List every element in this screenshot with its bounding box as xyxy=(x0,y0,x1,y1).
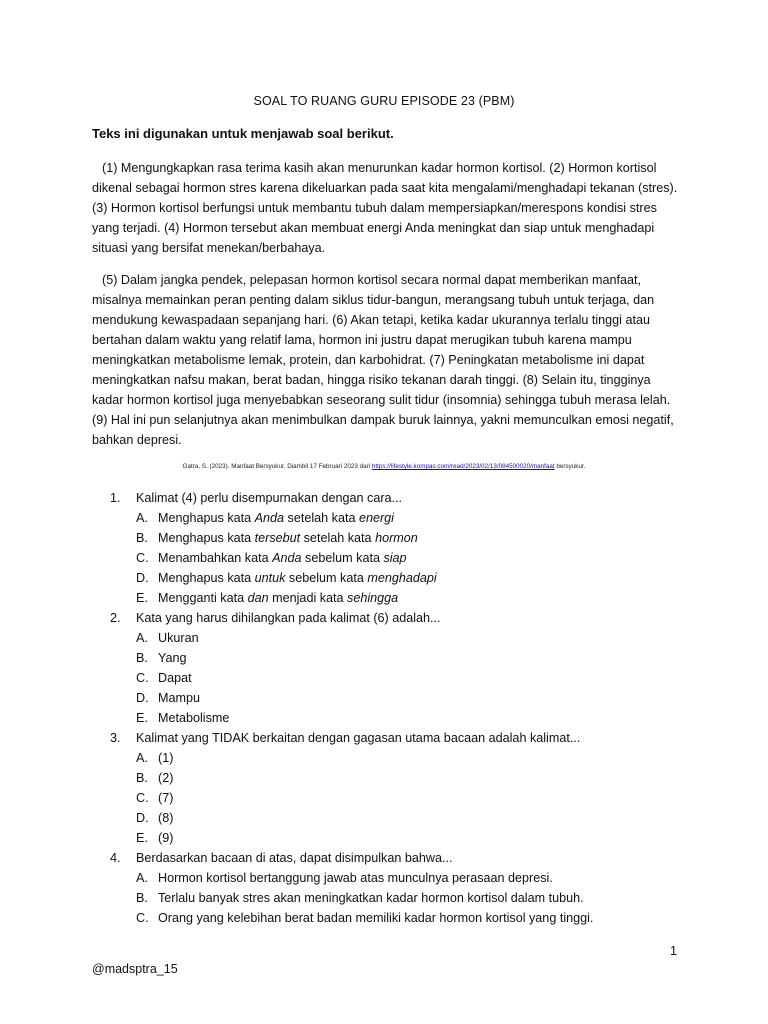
answer-option xyxy=(110,688,680,708)
option-letter: B. xyxy=(136,651,148,665)
option-text xyxy=(158,688,200,708)
question-text: Kata yang harus dihilangkan pada kalimat (6) adalah... xyxy=(136,611,441,625)
question-text: Kalimat (4) perlu disempurnakan dengan cara... xyxy=(136,491,403,505)
option-letter: E. xyxy=(136,591,148,605)
source-citation xyxy=(0,463,768,470)
option-segment: Menghapus kata xyxy=(158,571,255,585)
page-number: 1 xyxy=(670,944,677,958)
question-text: Kalimat yang TIDAK berkaitan dengan gagasan utama bacaan adalah kalimat... xyxy=(136,731,581,745)
source-suffix: bersyukur. xyxy=(554,463,586,470)
answer-option xyxy=(110,708,680,728)
option-text xyxy=(158,748,173,768)
option-text xyxy=(158,548,407,568)
option-letter: A. xyxy=(136,871,148,885)
option-text xyxy=(158,568,437,588)
reading-paragraph-2: (5) Dalam jangka pendek, pelepasan hormon kortisol secara normal dapat memberikan manfaat, misalnya memainkan peran penting dalam siklus tidur-bangun, merangsang tubuh untuk terjaga, dan mendukung kewaspadaan sepanjang hari. (6) Akan tetapi, ketika kadar ukurannya terlalu tinggi atau bertahan dalam waktu yang relatif lama, hormon ini justru dapat merugikan tubuh karena mampu meningkatkan metabolisme lemak, protein, dan karbohidrat. (7) Peningkatan metabolisme ini dapat meningkatkan nafsu makan, berat badan, hingga risiko tekanan darah tinggi. (8) Selain itu, tingginya kadar hormon kortisol juga menyebabkan seseorang sulit tidur (insomnia) sehingga tubuh merasa lelah. (9) Hal ini pun selanjutnya akan menimbulkan dampak buruk lainnya, yakni memunculkan emosi negatif, bahkan depresi. xyxy=(92,273,674,447)
option-emphasis: dan xyxy=(247,591,269,605)
option-segment: Metabolisme xyxy=(158,711,230,725)
option-emphasis: energi xyxy=(358,511,394,525)
option-segment: setelah kata xyxy=(284,511,359,525)
option-text xyxy=(158,868,553,888)
option-segment: menjadi kata xyxy=(268,591,348,605)
question-item xyxy=(110,848,680,868)
intro-instruction: Teks ini digunakan untuk menjawab soal berikut. xyxy=(92,126,394,141)
option-emphasis: Anda xyxy=(254,511,285,525)
option-segment: (2) xyxy=(158,771,174,785)
option-letter: B. xyxy=(136,531,148,545)
question-item xyxy=(110,608,680,628)
question-item xyxy=(110,728,680,748)
answer-option xyxy=(110,568,680,588)
option-letter: C. xyxy=(136,551,149,565)
footer-handle: @madsptra_15 xyxy=(92,962,178,976)
option-letter: E. xyxy=(136,831,148,845)
option-text xyxy=(158,708,229,728)
option-text xyxy=(158,768,173,788)
answer-option xyxy=(110,548,680,568)
question-item xyxy=(110,488,680,508)
option-letter: D. xyxy=(136,811,149,825)
option-text xyxy=(158,668,192,688)
option-letter: E. xyxy=(136,711,148,725)
answer-option xyxy=(110,528,680,548)
reading-paragraph-1: (1) Mengungkapkan rasa terima kasih akan menurunkan kadar hormon kortisol. (2) Hormon kortisol dikenal sebagai hormon stres karena dikeluarkan pada saat kita mengalami/menghadapi tekanan (stres). (3) Hormon kortisol berfungsi untuk membantu tubuh dalam mempersiapkan/merespons kondisi stres yang terjadi. (4) Hormon tersebut akan membuat energi Anda meningkat dan siap untuk menghadapi situasi yang bersifat menekan/berbahaya. xyxy=(92,161,678,255)
answer-option xyxy=(110,888,680,908)
option-emphasis: menghadapi xyxy=(367,571,437,585)
option-text xyxy=(158,528,418,548)
option-emphasis: tersebut xyxy=(254,531,301,545)
option-letter: B. xyxy=(136,771,148,785)
option-text xyxy=(158,628,199,648)
option-segment: Ukuran xyxy=(158,631,199,645)
question-number: 1. xyxy=(110,491,121,505)
question-number: 3. xyxy=(110,731,121,745)
option-segment: Yang xyxy=(158,651,187,665)
answer-option xyxy=(110,908,680,928)
option-letter: D. xyxy=(136,691,149,705)
option-emphasis: Anda xyxy=(272,551,302,565)
option-letter: D. xyxy=(136,571,149,585)
option-text xyxy=(158,588,398,608)
option-letter: A. xyxy=(136,751,148,765)
option-segment: Menghapus kata xyxy=(158,511,255,525)
option-segment: (1) xyxy=(158,751,174,765)
option-emphasis: siap xyxy=(383,551,407,565)
source-link[interactable]: https://lifestyle.kompas.com/read/2023/02/13/084500020/manfaat xyxy=(371,463,555,470)
option-segment: Terlalu banyak stres akan meningkatkan kadar hormon kortisol dalam tubuh. xyxy=(158,891,584,905)
option-text xyxy=(158,888,584,908)
option-letter: C. xyxy=(136,671,149,685)
answer-option xyxy=(110,768,680,788)
option-segment: sebelum kata xyxy=(285,571,368,585)
option-segment: Orang yang kelebihan berat badan memiliki kadar hormon kortisol yang tinggi. xyxy=(158,911,594,925)
option-segment: Mampu xyxy=(158,691,200,705)
option-segment: Hormon kortisol bertanggung jawab atas munculnya perasaan depresi. xyxy=(158,871,553,885)
answer-option xyxy=(110,668,680,688)
option-letter: A. xyxy=(136,631,148,645)
question-number: 2. xyxy=(110,611,121,625)
option-segment: setelah kata xyxy=(300,531,376,545)
answer-option xyxy=(110,808,680,828)
option-segment: Mengganti kata xyxy=(158,591,248,605)
option-segment: (7) xyxy=(158,791,174,805)
option-segment: (9) xyxy=(158,831,174,845)
source-prefix: Gatra, S. (2023). Manfaat Bersyukur. Diambil 17 Februari 2023 dari xyxy=(182,463,372,470)
option-emphasis: sehingga xyxy=(347,591,399,605)
answer-option xyxy=(110,748,680,768)
option-text xyxy=(158,788,173,808)
option-letter: C. xyxy=(136,911,149,925)
option-text xyxy=(158,508,394,528)
page-title: SOAL TO RUANG GURU EPISODE 23 (PBM) xyxy=(253,94,515,108)
option-letter: C. xyxy=(136,791,149,805)
answer-option xyxy=(110,508,680,528)
answer-option xyxy=(110,628,680,648)
option-letter: A. xyxy=(136,511,148,525)
question-text: Berdasarkan bacaan di atas, dapat disimpulkan bahwa... xyxy=(136,851,453,865)
option-segment: sebelum kata xyxy=(301,551,384,565)
option-text xyxy=(158,828,173,848)
answer-option xyxy=(110,588,680,608)
answer-option xyxy=(110,828,680,848)
option-text xyxy=(158,808,173,828)
answer-option xyxy=(110,648,680,668)
option-letter: B. xyxy=(136,891,148,905)
answer-option xyxy=(110,868,680,888)
option-text xyxy=(158,648,186,668)
option-segment: Menambahkan kata xyxy=(158,551,273,565)
option-segment: Dapat xyxy=(158,671,192,685)
question-list xyxy=(110,488,680,928)
option-text xyxy=(158,908,593,928)
question-number: 4. xyxy=(110,851,121,865)
option-emphasis: untuk xyxy=(254,571,286,585)
option-emphasis: hormon xyxy=(375,531,418,545)
option-segment: (8) xyxy=(158,811,174,825)
option-segment: Menghapus kata xyxy=(158,531,255,545)
answer-option xyxy=(110,788,680,808)
